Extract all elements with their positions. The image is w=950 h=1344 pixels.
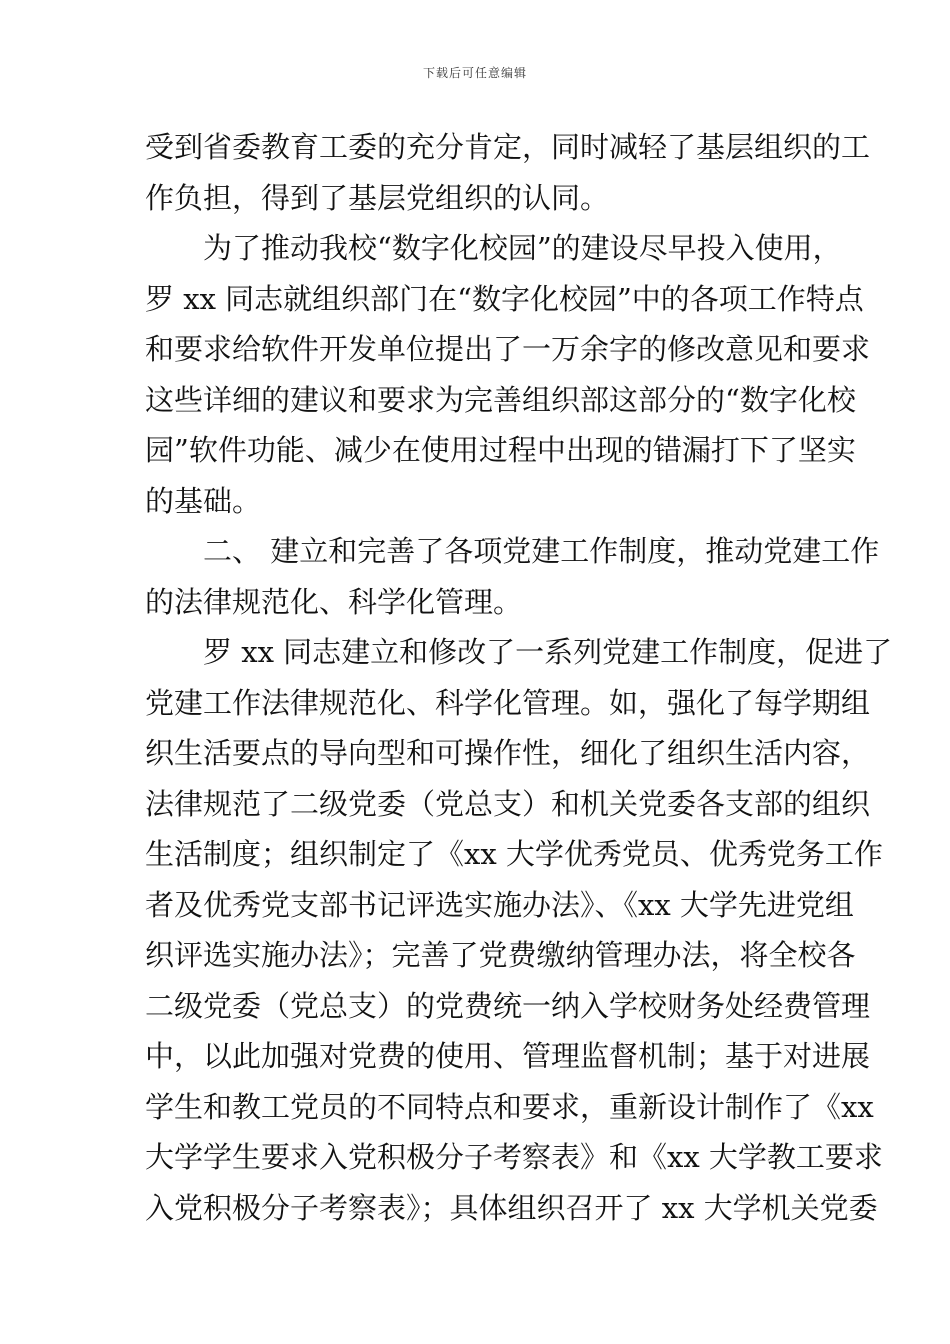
text-line: 生活制度；组织制定了《xx 大学优秀党员、优秀党务工作 xyxy=(145,837,883,871)
text-line: 党建工作法律规范化、科学化管理。如，强化了每学期组 xyxy=(145,685,871,720)
text-line: 为了推动我校“数字化校园”的建设尽早投入使用， xyxy=(203,231,842,265)
text-line: 织评选实施办法》；完善了党费缴纳管理办法，将全校各 xyxy=(145,938,856,972)
text-line: 罗 xx 同志建立和修改了一系列党建工作制度，促进了 xyxy=(203,635,893,669)
body-text xyxy=(145,122,893,1233)
text-line: 二级党委（党总支）的党费统一纳入学校财务处经费管理 xyxy=(145,988,871,1023)
section-heading-line: 二、 建立和完善了各项党建工作制度，推动党建工作 xyxy=(203,534,880,568)
text-line: 学生和教工党员的不同特点和要求，重新设计制作了《xx xyxy=(145,1089,874,1124)
text-line: 大学学生要求入党积极分子考察表》和《xx 大学教工要求 xyxy=(145,1140,883,1174)
text-line: 罗 xx 同志就组织部门在“数字化校园”中的各项工作特点 xyxy=(145,281,864,316)
page-header-note: 下载后可任意编辑 xyxy=(422,66,527,80)
text-line: 的基础。 xyxy=(145,483,262,518)
section-heading-line: 的法律规范化、科学化管理。 xyxy=(145,584,523,619)
text-line: 中，以此加强对党费的使用、管理监督机制；基于对进展 xyxy=(145,1039,871,1073)
text-line: 园”软件功能、减少在使用过程中出现的错漏打下了坚实 xyxy=(145,433,856,467)
text-line: 法律规范了二级党委（党总支）和机关党委各支部的组织 xyxy=(145,786,871,821)
text-line: 作负担，得到了基层党组织的认同。 xyxy=(145,180,610,215)
text-line: 和要求给软件开发单位提出了一万余字的修改意见和要求 xyxy=(145,332,871,366)
text-line: 入党积极分子考察表》；具体组织召开了 xx 大学机关党委 xyxy=(145,1190,878,1225)
text-line: 这些详细的建议和要求为完善组织部这部分的“数字化校 xyxy=(145,382,856,417)
text-line: 织生活要点的导向型和可操作性，细化了组织生活内容， xyxy=(145,736,871,770)
text-line: 受到省委教育工委的充分肯定，同时减轻了基层组织的工 xyxy=(145,130,871,164)
text-line: 者及优秀党支部书记评选实施办法》、《xx 大学先进党组 xyxy=(145,887,854,922)
